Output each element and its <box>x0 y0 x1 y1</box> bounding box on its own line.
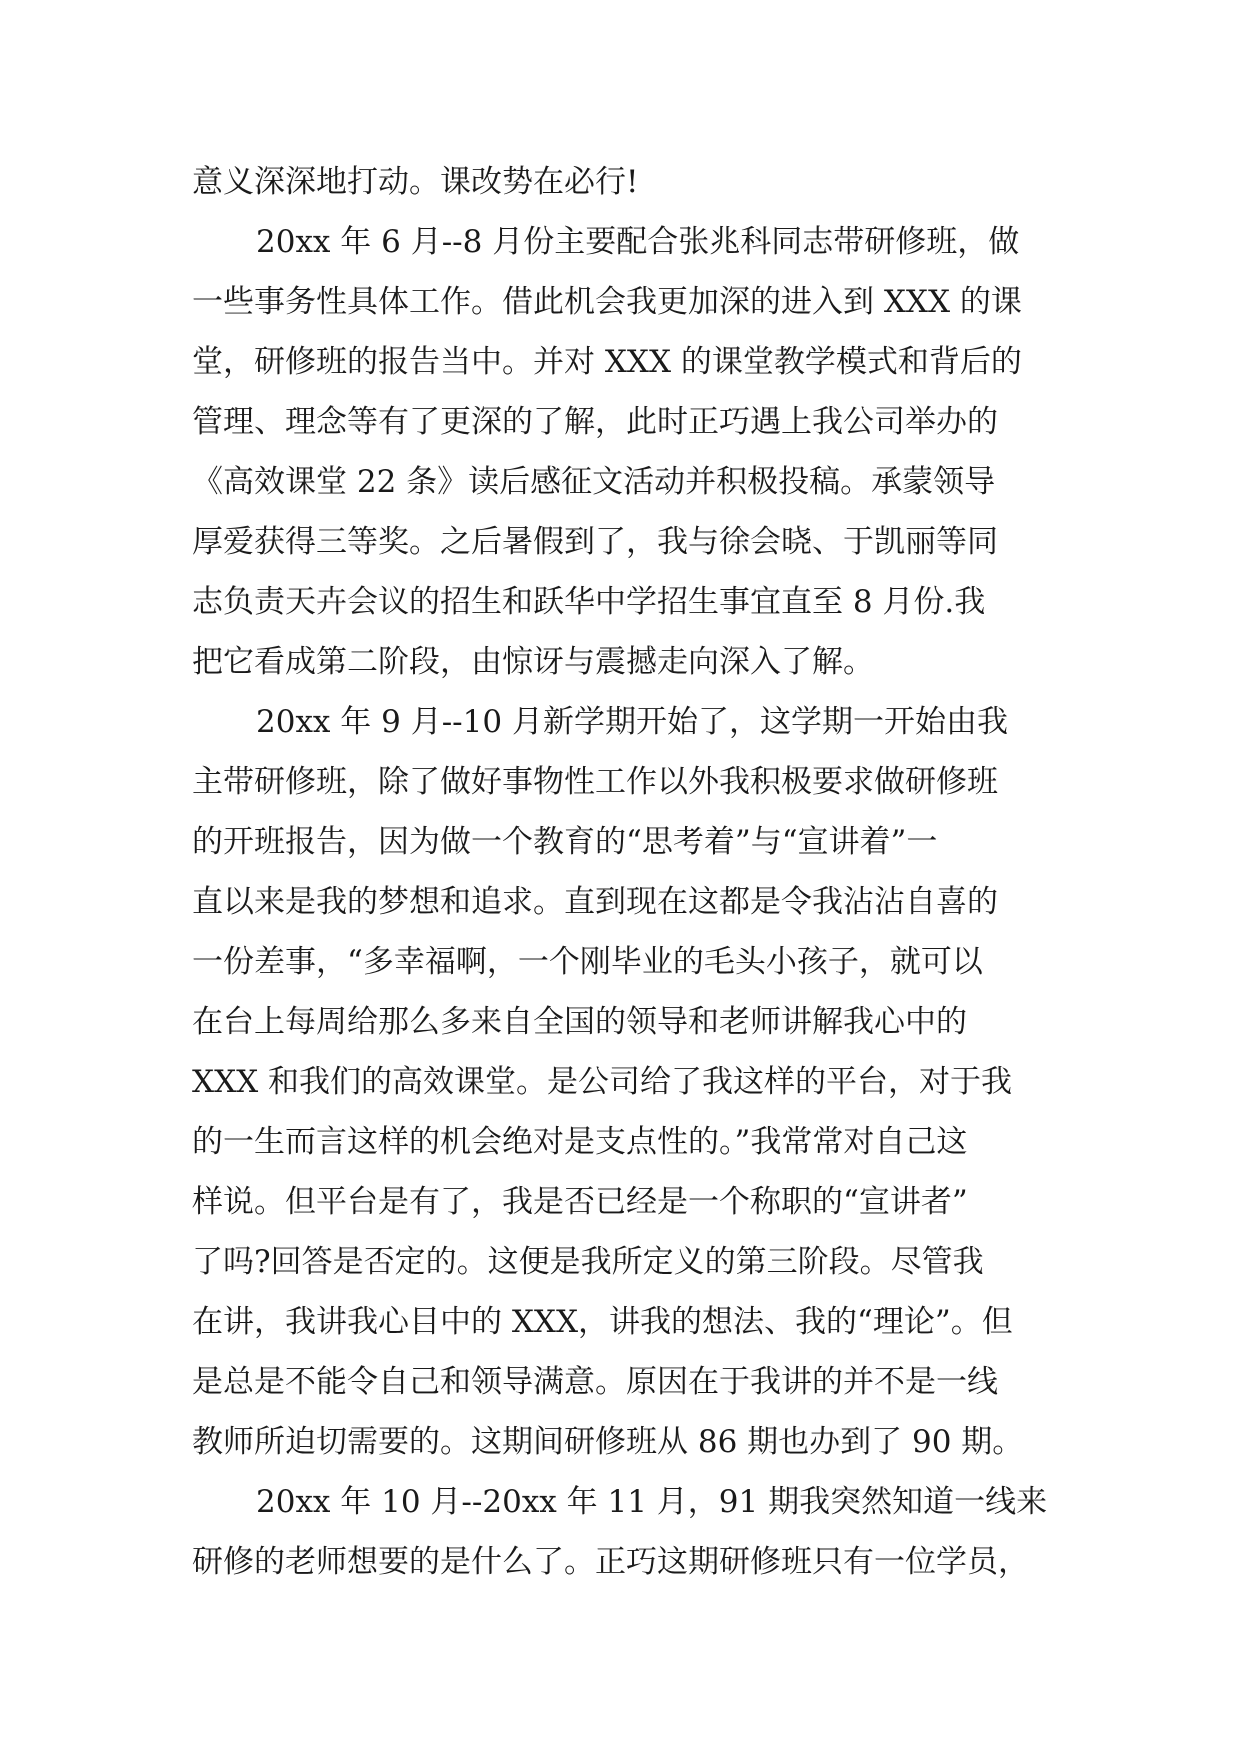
body-text <box>192 152 1072 1592</box>
text-line: 是总是不能令自己和领导满意。原因在于我讲的并不是一线 <box>192 1364 998 1400</box>
paragraph-first-line: 20xx 年 10 月--20xx 年 11 月，91 期我突然知道一线来 <box>256 1484 1048 1520</box>
text-line: 研修的老师想要的是什么了。正巧这期研修班只有一位学员， <box>192 1544 1029 1580</box>
text-line: 把它看成第二阶段，由惊讶与震撼走向深入了解。 <box>192 644 874 680</box>
text-line: 《高效课堂 22 条》读后感征文活动并积极投稿。承蒙领导 <box>192 464 996 500</box>
text-line: 样说。但平台是有了，我是否已经是一个称职的“宣讲者” <box>192 1184 968 1220</box>
text-line: 一些事务性具体工作。借此机会我更加深的进入到 XXX 的课 <box>192 284 1022 320</box>
text-line: 志负责天卉会议的招生和跃华中学招生事宜直至 8 月份.我 <box>192 584 986 620</box>
text-line: 主带研修班，除了做好事物性工作以外我积极要求做研修班 <box>192 764 998 800</box>
text-line: 的一生而言这样的机会绝对是支点性的。”我常常对自己这 <box>192 1124 968 1160</box>
paragraph-first-line: 20xx 年 6 月--8 月份主要配合张兆科同志带研修班，做 <box>256 224 1020 260</box>
text-line: 意义深深地打动。课改势在必行! <box>192 164 639 200</box>
text-line: 教师所迫切需要的。这期间研修班从 86 期也办到了 90 期。 <box>192 1424 1024 1460</box>
text-line: 在台上每周给那么多来自全国的领导和老师讲解我心中的 <box>192 1004 967 1040</box>
text-line: 的开班报告，因为做一个教育的“思考着”与“宣讲着”一 <box>192 824 938 860</box>
text-line: 一份差事，“多幸福啊，一个刚毕业的毛头小孩子，就可以 <box>192 944 983 980</box>
paragraph-first-line: 20xx 年 9 月--10 月新学期开始了，这学期一开始由我 <box>256 704 1008 740</box>
text-line: 了吗?回答是否定的。这便是我所定义的第三阶段。尽管我 <box>192 1244 984 1280</box>
text-line: 在讲，我讲我心目中的 XXX，讲我的想法、我的“理论”。但 <box>192 1304 1013 1340</box>
text-line: 厚爱获得三等奖。之后暑假到了，我与徐会晓、于凯丽等同 <box>192 524 998 560</box>
text-line: 管理、理念等有了更深的了解，此时正巧遇上我公司举办的 <box>192 404 998 440</box>
text-line: 堂，研修班的报告当中。并对 XXX 的课堂教学模式和背后的 <box>192 344 1022 380</box>
text-line: 直以来是我的梦想和追求。直到现在这都是令我沾沾自喜的 <box>192 884 998 920</box>
text-line: XXX 和我们的高效课堂。是公司给了我这样的平台，对于我 <box>192 1064 1013 1100</box>
